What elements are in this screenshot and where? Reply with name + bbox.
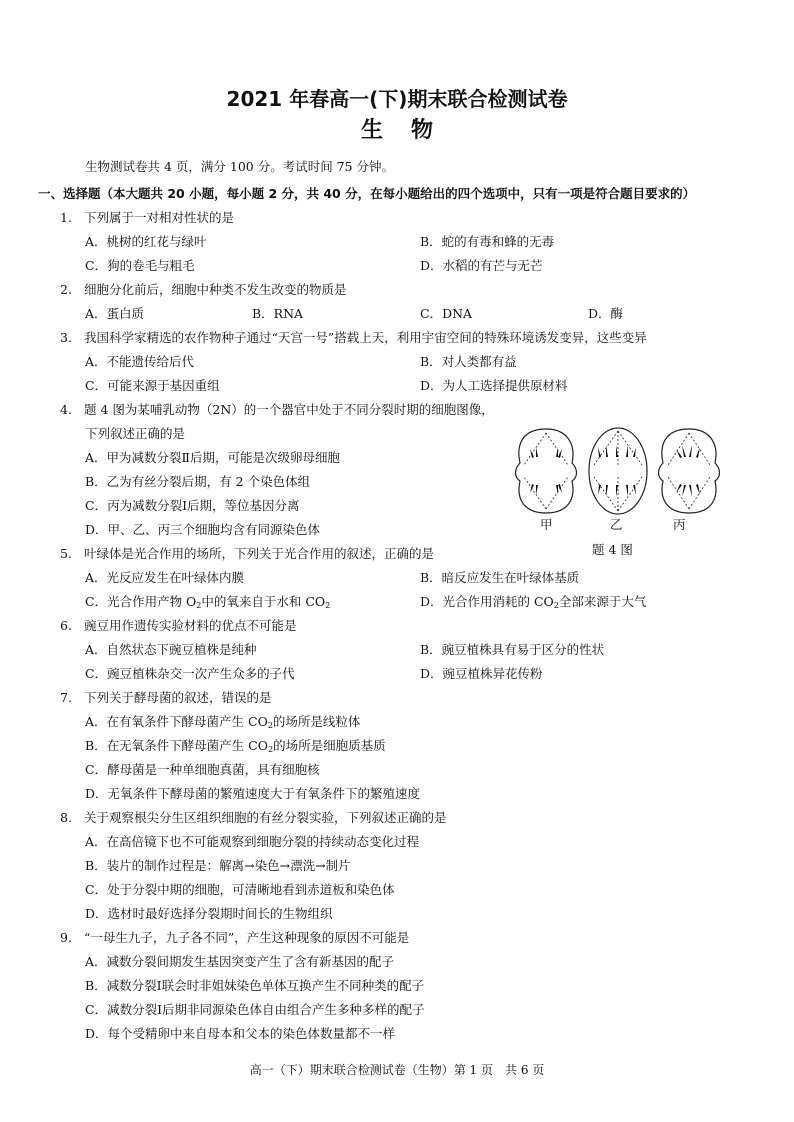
q3-option-d: D．为人工选择提供原材料 <box>420 378 568 393</box>
cell-diagram-svg <box>512 425 722 517</box>
question-9: 9. “一母生九子，九子各不同”，产生这种现象的原因不可能是 <box>60 930 410 945</box>
subject-title: 生物 <box>360 118 461 143</box>
q7-option-a: A．在有氧条件下酵母菌产生 $CO_2$的场所是线粒体 <box>85 714 361 730</box>
q1-option-d: D．水稻的有芒与无芒 <box>420 258 543 273</box>
question-7: 7. 下列关于酵母菌的叙述，错误的是 <box>60 690 272 705</box>
question-2: 2. 细胞分化前后，细胞中种类不发生改变的物质是 <box>60 282 347 297</box>
q5-option-c: C．光合作用产物 $O_2$中的氧来自于水和 $CO_2$ <box>85 594 331 610</box>
q4-option-b: B．乙为有丝分裂后期，有 2 个染色体组 <box>85 474 311 489</box>
q7-option-c: C．酵母菌是一种单细胞真菌，具有细胞核 <box>85 762 320 777</box>
q4-option-d: D．甲、乙、丙三个细胞均含有同源染色体 <box>85 522 321 537</box>
figure-label-jia: 甲 <box>540 517 553 532</box>
q4-stem-continued: 下列叙述正确的是 <box>85 426 186 441</box>
exam-intro: 生物测试卷共 4 页，满分 100 分。考试时间 75 分钟。 <box>85 159 395 174</box>
figure-label-yi: 乙 <box>610 517 623 532</box>
figure-label-bing: 丙 <box>673 517 686 532</box>
q5-option-d: D．光合作用消耗的 $CO_2$全部来源于大气 <box>420 594 647 610</box>
q8-option-b: B．装片的制作过程是：解离→染色→漂洗→制片 <box>85 858 351 873</box>
q7-option-b: B．在无氧条件下酵母菌产生 $CO_2$的场所是细胞质基质 <box>85 738 386 754</box>
question-5: 5. 叶绿体是光合作用的场所，下列关于光合作用的叙述，正确的是 <box>60 546 435 561</box>
q3-option-a: A．不能遗传给后代 <box>85 354 195 369</box>
q9-option-c: C．减数分裂Ⅰ后期非同源染色体自由组合产生多种多样的配子 <box>85 1002 425 1017</box>
q6-option-d: D．豌豆植株异花传粉 <box>420 666 543 681</box>
q1-option-c: C．狗的卷毛与粗毛 <box>85 258 195 273</box>
page-footer: 高一（下）期末联合检测试卷（生物）第 1 页 共 6 页 <box>249 1063 545 1077</box>
q5-option-a: A．光反应发生在叶绿体内膜 <box>85 570 245 585</box>
q8-option-a: A．在高倍镜下也不可能观察到细胞分裂的持续动态变化过程 <box>85 834 420 849</box>
question-3: 3. 我国科学家精选的农作物种子通过“天宫一号”搭载上天，利用宇宙空间的特殊环境诱发变异，这些变异 <box>60 330 647 345</box>
question-4: 4. 题 4 图为某哺乳动物（2N）的一个器官中处于不同分裂时期的细胞图像， <box>60 402 494 417</box>
q7-option-d: D．无氧条件下酵母菌的繁殖速度大于有氧条件下的繁殖速度 <box>85 786 421 801</box>
q3-option-c: C．可能来源于基因重组 <box>85 378 220 393</box>
q4-option-a: A．甲为减数分裂Ⅱ后期，可能是次级卵母细胞 <box>85 450 341 465</box>
q1-option-b: B．蛇的有毒和蜂的无毒 <box>420 234 555 249</box>
q8-option-d: D．选材时最好选择分裂期时间长的生物组织 <box>85 906 333 921</box>
q8-option-c: C．处于分裂中期的细胞，可清晰地看到赤道板和染色体 <box>85 882 395 897</box>
q2-option-b: B．RNA <box>252 306 304 321</box>
q4-option-c: C．丙为减数分裂Ⅰ后期，等位基因分离 <box>85 498 300 513</box>
cell-division-figure <box>512 425 722 517</box>
q3-option-b: B．对人类都有益 <box>420 354 517 369</box>
question-8: 8. 关于观察根尖分生区组织细胞的有丝分裂实验，下列叙述正确的是 <box>60 810 447 825</box>
q9-option-b: B．减数分裂Ⅰ联会时非姐妹染色单体互换产生不同种类的配子 <box>85 978 425 993</box>
q9-option-d: D．每个受精卵中来自母本和父本的染色体数量都不一样 <box>85 1026 396 1041</box>
q2-option-d: D．酶 <box>588 306 624 321</box>
section-heading: 一、选择题（本大题共 20 小题，每小题 2 分，共 40 分，在每小题给出的四个选项中，只有一项是符合题目要求的） <box>38 186 696 201</box>
q9-option-a: A．减数分裂间期发生基因突变产生了含有新基因的配子 <box>85 954 395 969</box>
q5-option-b: B．暗反应发生在叶绿体基质 <box>420 570 580 585</box>
q6-option-c: C．豌豆植株杂交一次产生众多的子代 <box>85 666 295 681</box>
question-1: 1. 下列属于一对相对性状的是 <box>60 210 235 225</box>
exam-title: 2021 年春高一(下)期末联合检测试卷 <box>226 87 568 111</box>
q6-option-b: B．豌豆植株具有易于区分的性状 <box>420 642 605 657</box>
question-6: 6. 豌豆用作遗传实验材料的优点不可能是 <box>60 618 297 633</box>
q1-option-a: A．桃树的红花与绿叶 <box>85 234 207 249</box>
q2-option-a: A．蛋白质 <box>85 306 145 321</box>
q6-option-a: A．自然状态下豌豆植株是纯种 <box>85 642 257 657</box>
q2-option-c: C．DNA <box>420 306 473 321</box>
figure-caption: 题 4 图 <box>592 542 633 557</box>
